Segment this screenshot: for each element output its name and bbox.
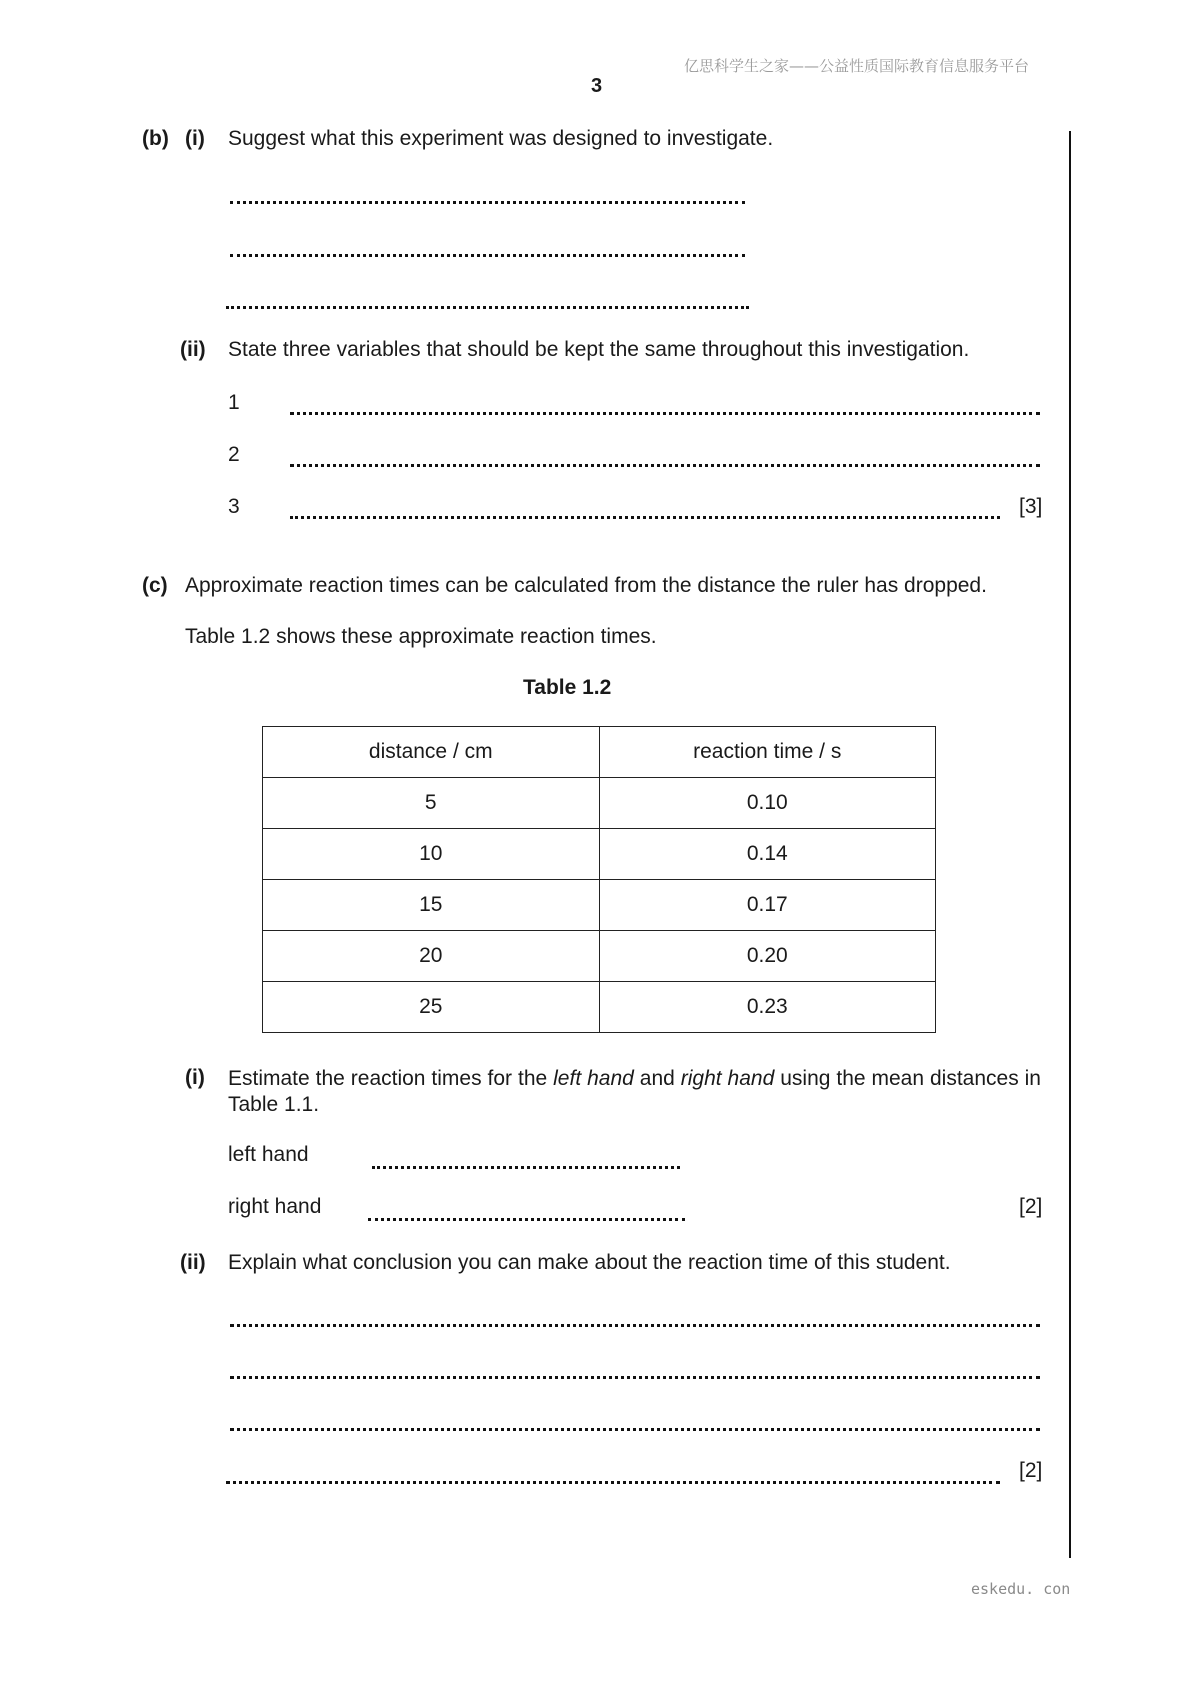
table-cell: 0.20 [599, 931, 936, 982]
question-emphasis: right hand [680, 1067, 775, 1090]
left-hand-answer-line[interactable] [372, 1166, 680, 1169]
table-cell: 5 [263, 778, 600, 829]
page-number: 3 [591, 75, 603, 97]
marks-b-ii: [3] [1019, 495, 1043, 518]
part-b-i-question: Suggest what this experiment was designed to investigate. [228, 127, 774, 150]
marks-c-i: [2] [1019, 1195, 1043, 1218]
part-b-i-label: (i) [185, 127, 205, 150]
table-row [263, 829, 936, 880]
table-header: reaction time / s [599, 727, 936, 778]
table-row [263, 880, 936, 931]
answer-line[interactable] [290, 516, 1000, 519]
answer-line[interactable] [290, 412, 1040, 415]
table-row [263, 778, 936, 829]
answer-line[interactable] [230, 1324, 1040, 1327]
table-cell: 0.17 [599, 880, 936, 931]
part-b-label: (b) [142, 127, 169, 150]
part-c-i-label: (i) [185, 1066, 205, 1089]
part-c-intro: Approximate reaction times can be calculated from the distance the ruler has dropped. [185, 574, 987, 597]
table-cell: 20 [263, 931, 600, 982]
variable-number-2: 2 [228, 443, 240, 466]
part-c-ii-label: (ii) [180, 1251, 206, 1274]
part-c-i-question [228, 1066, 1041, 1118]
question-text: and [633, 1067, 681, 1090]
question-emphasis: left hand [553, 1067, 634, 1090]
margin-rule [1069, 131, 1071, 1558]
header-watermark: 亿思科学生之家——公益性质国际教育信息服务平台 [684, 57, 1030, 75]
footer-site: eskedu. con [971, 1580, 1071, 1598]
part-c-label: (c) [142, 574, 168, 597]
answer-line[interactable] [226, 1481, 1000, 1484]
right-hand-answer-line[interactable] [368, 1218, 685, 1221]
table-cell: 25 [263, 982, 600, 1033]
table-cell: 0.10 [599, 778, 936, 829]
table-row [263, 982, 936, 1033]
question-text: using the mean distances in Table 1.1. [228, 1067, 1041, 1116]
answer-line[interactable] [290, 464, 1040, 467]
variable-number-3: 3 [228, 495, 240, 518]
part-b-ii-label: (ii) [180, 338, 206, 361]
part-b-ii-question: State three variables that should be kept the same throughout this investigation. [228, 338, 970, 361]
table-cell: 0.23 [599, 982, 936, 1033]
left-hand-label: left hand [228, 1143, 309, 1166]
variable-number-1: 1 [228, 391, 240, 414]
table-caption: Table 1.2 [523, 676, 612, 699]
answer-line[interactable] [230, 1428, 1040, 1431]
answer-line[interactable] [230, 201, 745, 204]
answer-line[interactable] [230, 254, 745, 257]
table-cell: 10 [263, 829, 600, 880]
table-header-row [263, 727, 936, 778]
marks-c-ii: [2] [1019, 1459, 1043, 1482]
part-c-table-intro: Table 1.2 shows these approximate reaction times. [185, 625, 657, 648]
question-text: Estimate the reaction times for the [228, 1067, 554, 1090]
right-hand-label: right hand [228, 1195, 322, 1218]
answer-line[interactable] [226, 306, 749, 309]
reaction-time-table [262, 726, 936, 1033]
table-header: distance / cm [263, 727, 600, 778]
answer-line[interactable] [230, 1376, 1040, 1379]
part-c-ii-question: Explain what conclusion you can make about the reaction time of this student. [228, 1251, 951, 1274]
table-row [263, 931, 936, 982]
table-cell: 15 [263, 880, 600, 931]
table-cell: 0.14 [599, 829, 936, 880]
